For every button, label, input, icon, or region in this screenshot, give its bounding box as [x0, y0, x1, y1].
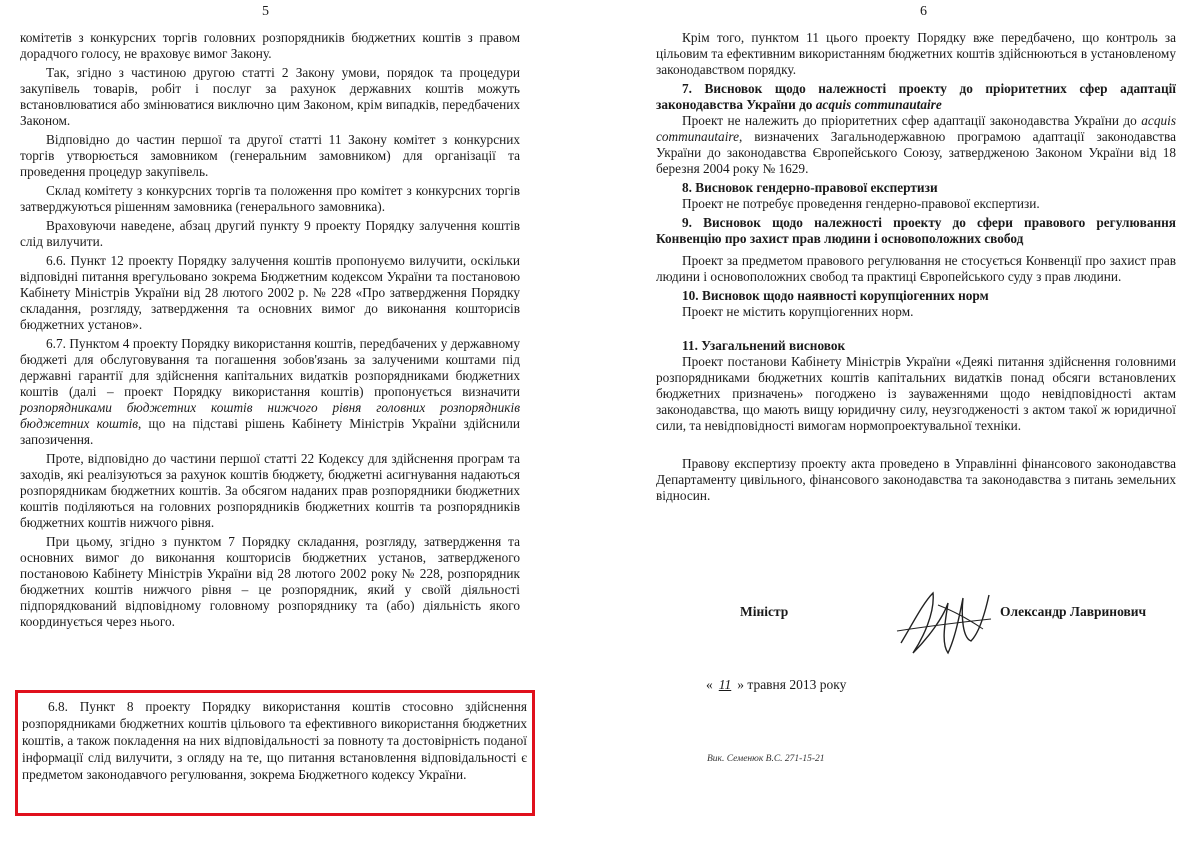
text-run: , визначених Загальнодержавною програмою адаптації законодавства України до законодавства Європейського Союзу, затвердженою Законом України від 18 березня 2004 року № 1629. [656, 129, 1176, 176]
emphasis-text: acquis communautaire [656, 113, 1176, 144]
paragraph: 6.6. Пункт 12 проекту Порядку залучення коштів пропонуємо вилучити, оскільки відповідні питання врегульовано зокрема Бюджетним кодексом України та постановою Кабінету Міністрів України від 28 лютого 2002 р. № 228 «Про затвердження Порядку складання, розгляду, затвердження та основних вимог до виконання кошторисів бюджетних установ». [20, 253, 520, 332]
highlighted-paragraph [22, 698, 527, 783]
section-heading: 8. Висновок гендерно-правової експертизи [682, 180, 938, 195]
paragraph: Так, згідно з частиною другою статті 2 Закону умови, порядок та процедури закупівель товарів, робіт і послуг за рахунок державних коштів можуть встановлюватися або змінюватися виключно цим Законом, крім випадків, передбачених Законом. [20, 65, 520, 128]
paragraph: Проект не потребує проведення гендерно-правової експертизи. [682, 196, 1040, 211]
text-run: 7. Висновок щодо належності проекту до пріоритетних сфер адаптації законодавства України до [656, 81, 1176, 112]
paragraph: При цьому, згідно з пунктом 7 Порядку складання, розгляду, затвердження та основних вимог до виконання кошторисів бюджетних установ, затвердженого постановою Кабінету Міністрів України від 28 лютого 2002 року № 228, розпорядник бюджетних коштів нижчого рівня – це розпорядник, який у своїй діяльності підпорядкований відповідному головному розпоряднику та (або) діяльність якого координується через нього. [20, 534, 520, 629]
section-heading [656, 81, 1176, 113]
section-heading: 11. Узагальнений висновок [682, 338, 846, 353]
paragraph: Проект не містить корупціогенних норм. [682, 304, 914, 319]
date-quote-close: » [737, 677, 744, 692]
date-day: 11 [718, 677, 732, 692]
date-month-year: травня 2013 року [747, 677, 847, 692]
emphasis-text: acquis communautaire [815, 97, 942, 112]
paragraph: Склад комітету з конкурсних торгів та положення про комітет з конкурсних торгів затверджуються рішенням замовника (генерального замовника). [20, 183, 520, 214]
section-heading: 10. Висновок щодо наявності корупціогенних норм [682, 288, 989, 303]
executor-footnote: Вик. Семенюк В.С. 271-15-21 [707, 754, 825, 764]
page-number-left: 5 [262, 4, 269, 19]
page-number-right: 6 [920, 4, 927, 19]
paragraph: 6.8. Пункт 8 проекту Порядку використання коштів стосовно здійснення розпорядниками бюджетних коштів цільового та ефективного використання бюджетних коштів, а також покладення на них відповідальності за повноту та достовірність поданої інформації слід вилучити, з огляду на те, що питання встановлення відповідальності є предметом законодавчого регулювання, зокрема Бюджетного кодексу України. [22, 699, 527, 782]
paragraph: Відповідно до частин першої та другої статті 11 Закону комітет з конкурсних торгів утворюється замовником (генеральним замовником) для організації та проведення процедур закупівель. [20, 132, 520, 179]
paragraph: Враховуючи наведене, абзац другий пункту 9 проекту Порядку залучення коштів слід вилучити. [20, 218, 520, 249]
right-page-text [656, 30, 1176, 507]
paragraph: Крім того, пунктом 11 цього проекту Порядку вже передбачено, що контроль за цільовим та ефективним використанням бюджетних коштів здійснюються в установленому законодавством порядку. [656, 30, 1176, 77]
paragraph: комітетів з конкурсних торгів головних розпорядників бюджетних коштів з правом дорадчого голосу, не враховує вимог Закону. [20, 30, 520, 61]
handwritten-signature [893, 583, 993, 663]
signatory-name: Олександр Лавринович [1000, 604, 1147, 619]
emphasis-text: розпорядниками бюджетних коштів нижчого рівня головних розпорядників бюджетних коштів [20, 400, 520, 431]
paragraph: Проект за предметом правового регулювання не стосується Конвенції про захист прав людини і основоположних свобод та практиці Європейського суду з прав людини. [656, 253, 1176, 284]
text-run: Проект не належить до пріоритетних сфер адаптації законодавства України до [682, 113, 1142, 128]
signatory-title: Міністр [740, 604, 789, 619]
paragraph: Правову експертизу проекту акта проведено в Управлінні фінансового законодавства Департаменту цивільного, фінансового законодавства та законодавства з питань земельних відносин. [656, 456, 1176, 503]
paragraph [656, 113, 1176, 177]
paragraph: Проте, відповідно до частини першої статті 22 Кодексу для здійснення програм та заходів, які реалізуються за рахунок коштів бюджету, бюджетні асигнування надаються розпорядникам бюджетних коштів. За обсягом наданих прав розпорядники бюджетних коштів поділяються на головних розпорядників бюджетних коштів та розпорядників бюджетних коштів нижчого рівня. [20, 451, 520, 530]
document-date [706, 677, 846, 693]
text-run: 6.7. Пунктом 4 проекту Порядку використання коштів, передбачених у державному бюджеті для обслуговування та погашення зобов'язань за залученими коштами під державні гарантії для здійснення капітальних видатків розпорядниками бюджетних коштів (далі – проект Порядку використання коштів) пропонується визначити [20, 336, 520, 399]
paragraph [20, 336, 520, 448]
paragraph: Проект постанови Кабінету Міністрів України «Деякі питання здійснення головними розпорядниками бюджетних коштів капітальних видатків понад обсяги встановлених бюджетних призначень» погоджено із зауваженнями щодо невідповідності актам законодавства, що мають вищу юридичну силу, неузгодженості з актом такої ж юридичної сили, та невідповідності вимогам нормопроектувальної техніки. [656, 354, 1176, 433]
left-page-text [20, 30, 520, 633]
date-quote-open: « [706, 677, 713, 692]
text-run: , що на підставі рішень Кабінету Міністрів України здійснили запозичення. [20, 416, 520, 447]
section-heading: 9. Висновок щодо належності проекту до сфери правового регулювання Конвенцію про захист прав людини і основоположних свобод [656, 215, 1176, 246]
